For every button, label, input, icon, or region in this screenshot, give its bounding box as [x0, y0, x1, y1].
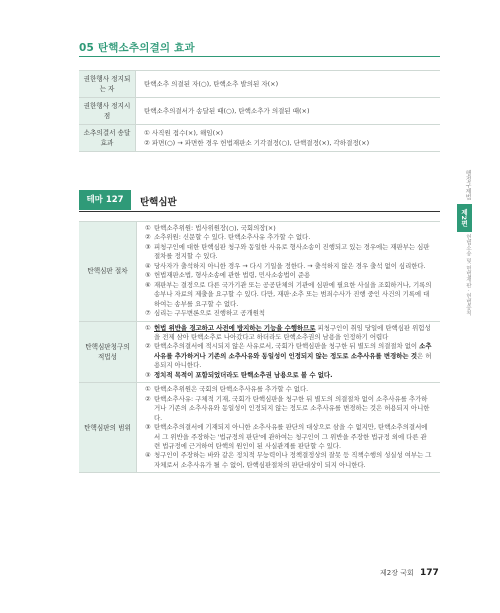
- item-text: 피청구인에 대한 탄핵심판 청구와 동일한 사유로 형사소송이 진행되고 있는 경우에는 재판부는 심판절차를 정지할 수 있다.: [154, 242, 430, 261]
- table-row: [79, 98, 440, 125]
- list-item: [145, 342, 432, 370]
- list-item: [145, 423, 432, 451]
- footer-part: 제2장: [380, 569, 398, 577]
- row-label: 탄핵심판의 범위: [79, 383, 137, 473]
- item-number: ③: [145, 370, 151, 379]
- item-text: 심리는 구두변론으로 진행하고 공개원칙: [154, 309, 266, 318]
- page-footer: [380, 568, 439, 578]
- item-number: ④: [145, 451, 151, 460]
- value-line: ② 파면(○) → 파면한 경우 헌법재판소 기각결정(○), 단핵결정(×), 각하결정(×): [144, 139, 370, 147]
- item-number: ⑥: [145, 280, 151, 289]
- item-strong-text: 정치적 목적이 포함되었더라도 탄핵소추권 남용으로 볼 수 없다.: [154, 370, 333, 379]
- list-item: [145, 451, 432, 470]
- row-value: [137, 222, 441, 322]
- side-tab-part: 제2편: [457, 204, 472, 232]
- row-value: 탄핵소추 의결된 자(○), 탄핵소추 발의된 자(×): [136, 71, 441, 98]
- row-label: 소추의결서 송달효과: [79, 125, 136, 152]
- item-number: ②: [145, 342, 151, 351]
- item-strong-text: 소추사유를 추가하거나 기존의 소추사유와 동일성이 인정되지 않는 정도로 소추사유를 변경하는 것: [154, 342, 432, 360]
- section-title: 05 탄핵소추의결의 효과: [79, 42, 195, 54]
- item-strong-text: 헌법 위반을 경고하고 사전에 방지하는 기능을 수행하므로: [154, 323, 316, 332]
- item-number: ⑤: [145, 271, 151, 280]
- item-number: ②: [145, 394, 151, 403]
- value-line: ① 사직원 접수(×), 해임(×): [144, 129, 224, 137]
- item-number: ③: [145, 242, 151, 251]
- table-row: [79, 71, 440, 98]
- side-tab: [457, 168, 472, 388]
- item-text: 탄핵소추의결서에 기재되지 아니한 소추사유를 판단의 대상으로 삼을 수 없지만, 탄핵소추의결서에서 그 위반을 주장하는 '법규정의 판단'에 관하여는 청구인이 그 위반을 주장한 법규정 외에 다른 관련 법규정에 근거하여 탄핵의 원인이 된 사실관계를 판단할 수 있다.: [154, 423, 428, 450]
- list-item: [145, 243, 432, 262]
- side-tab-bottom: 헌법소송 및 헌법재판 · 헌법총칙: [465, 234, 471, 316]
- item-text: 탄핵소추사유: 구체적 기재, 국회가 탄핵심판을 청구한 뒤 별도의 의결절차 없이 소추사유를 추가하거나 기존의 소추사유와 동일성이 인정되지 않는 정도로 소추사유를 변경하는 것은 허용되지 아니한다.: [154, 394, 430, 422]
- item-text: 탄핵소추위원: 법사위원장(○), 국회의장(×): [154, 224, 276, 232]
- row-label: 탄핵심판청구의 적법성: [79, 321, 137, 383]
- item-text: 당사자가 출석하지 아니한 경우 → 다시 기일을 정한다. → 출석하지 않은 경우 출석 없이 심리한다.: [154, 261, 426, 270]
- item-number: ①: [145, 224, 151, 232]
- item-text: 청구인이 주장하는 바와 같은 정치적 무능력이나 정책결정상의 잘못 등 직책수행의 성실성 여부는 그 자체로서 소추사유가 될 수 없어, 탄핵심판절차의 판단대상이 되지 아니한다.: [154, 451, 432, 469]
- item-text: 소추위원: 신문할 수 있다. 탄핵소추사유 추가할 수 없다.: [154, 233, 311, 242]
- row-label: 권한행사 정지시점: [79, 98, 136, 125]
- footer-chapter: 국회: [400, 569, 414, 577]
- item-text: 은 허용되지 아니한다.: [154, 351, 432, 370]
- list-item: [145, 233, 432, 242]
- item-text: 탄핵소추위원은 국회의 탄핵소추사유를 추가할 수 없다.: [154, 385, 309, 394]
- row-value: 탄핵소추의결서가 송달된 때(○), 탄핵소추가 의결된 때(×): [136, 98, 441, 125]
- item-text: 재판부는 결정으로 다른 국가기관 또는 공공단체의 기관에 심판에 필요한 사실을 조회하거나, 기록의 송부나 자료의 제출을 요구할 수 있다. 다만, 재판·소추 또는 범죄수사가 진행 중인 사건의 기록에 대하여는 송부를 요구할 수 없다.: [154, 280, 432, 308]
- list-item: [145, 309, 432, 318]
- item-text: 헌법재판소법, 형사소송에 관한 법령, 민사소송법이 준용: [154, 271, 311, 280]
- row-value: [137, 383, 441, 473]
- table-row: [79, 125, 440, 152]
- list-item: [145, 371, 432, 380]
- item-number: ②: [145, 233, 151, 242]
- effects-table: [79, 70, 440, 152]
- item-number: ④: [145, 261, 151, 270]
- item-number: ③: [145, 423, 151, 432]
- list-item: [145, 395, 432, 423]
- row-value: [136, 125, 441, 152]
- list-item: [145, 271, 432, 280]
- section-rule: [79, 56, 440, 57]
- list-item: [145, 281, 432, 309]
- theme-title: 탄핵심판: [140, 197, 177, 208]
- row-label: 탄핵심판 절차: [79, 222, 137, 322]
- item-number: ①: [145, 385, 151, 394]
- item-text: 탄핵소추의결서에 적시되지 않은 사유로서, 국회가 탄핵심판을 청구한 뒤 별도의 의결절차 없이: [154, 342, 420, 351]
- list-item: [145, 324, 432, 343]
- item-number: ⑦: [145, 309, 151, 318]
- side-tab-top: 행정구제법: [464, 169, 471, 200]
- row-label: 권한행사 정지되는 자: [79, 71, 136, 98]
- theme-badge: 테마 127: [79, 190, 131, 210]
- table-row: [79, 321, 440, 383]
- list-item: [145, 262, 432, 271]
- theme-rule: [79, 211, 440, 212]
- table-row: [79, 222, 440, 322]
- page-number: 177: [419, 568, 439, 578]
- list-item: [145, 385, 432, 394]
- impeachment-table: [79, 221, 440, 473]
- table-row: [79, 383, 440, 473]
- item-number: ①: [145, 323, 151, 332]
- item-text: 피청구인이 취임 당일에 탄핵심판 위험성을 전제 삼아 탄핵소추로 나아갔다고 하더라도 탄핵소추권의 남용을 인정하기 어렵다: [154, 323, 431, 341]
- row-value: [137, 321, 441, 383]
